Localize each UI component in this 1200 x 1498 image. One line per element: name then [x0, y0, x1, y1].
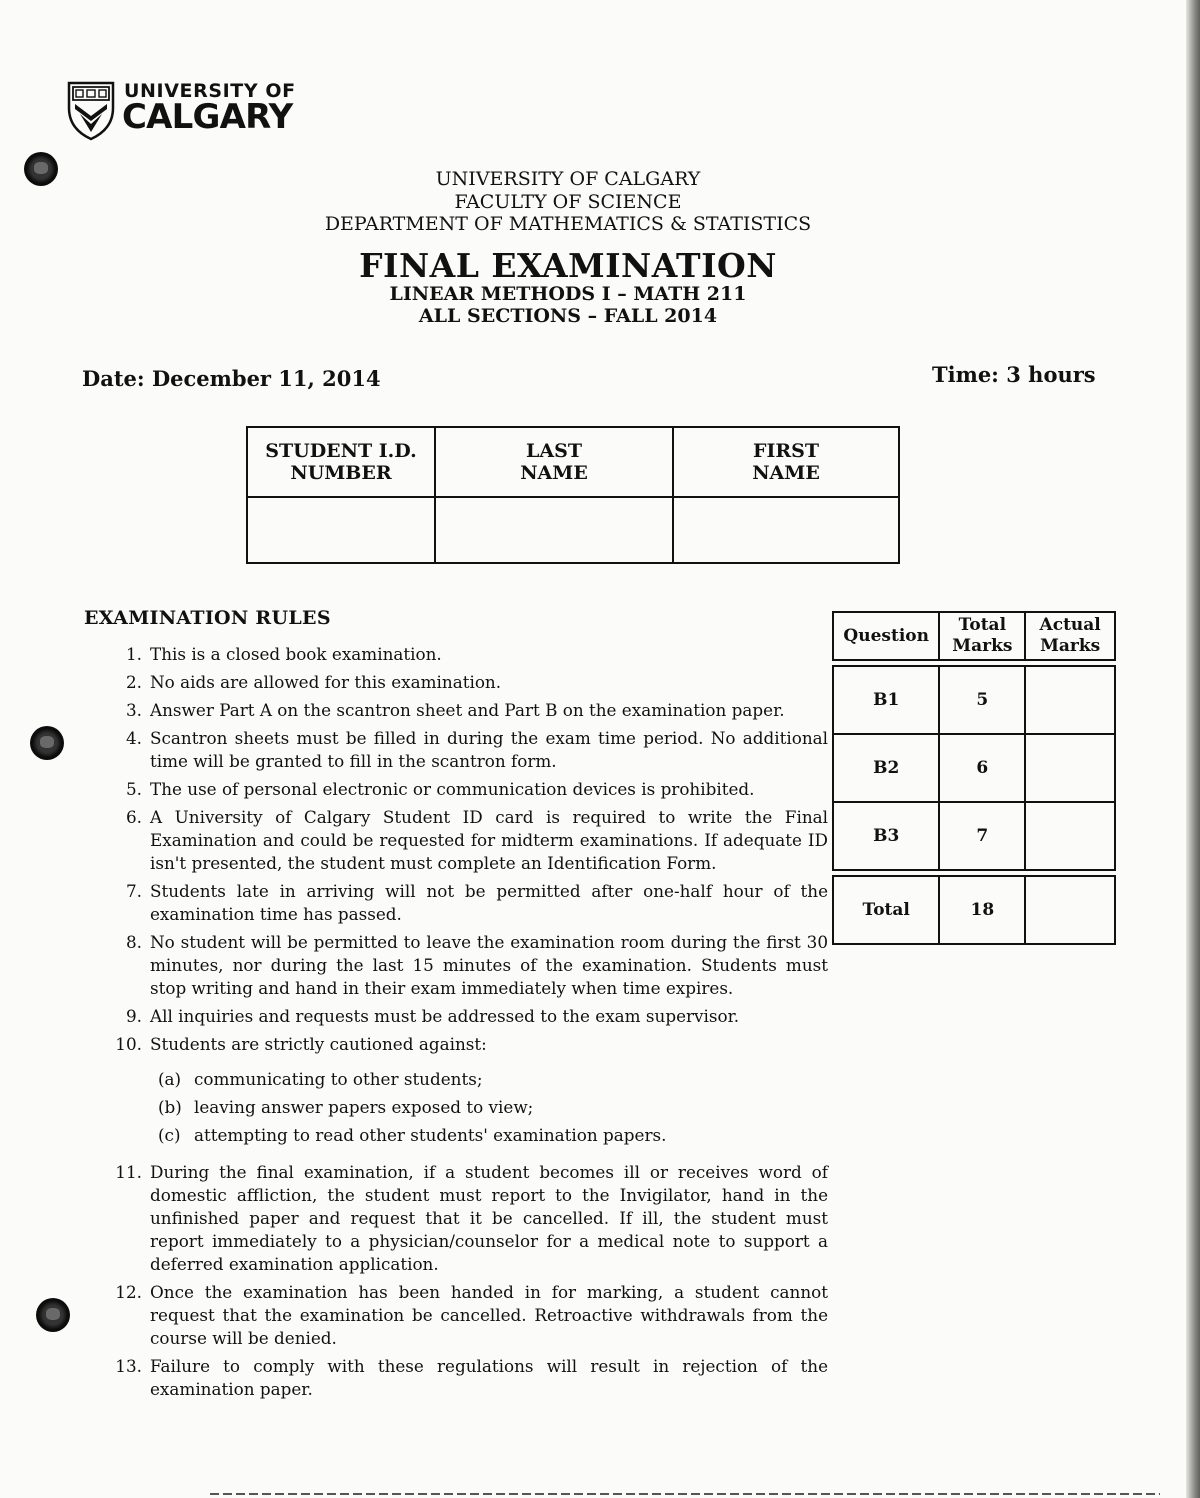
rule-item	[108, 699, 828, 722]
subitem-text: communicating to other students;	[194, 1069, 483, 1089]
rule-text: This is a closed book examination.	[150, 644, 442, 664]
subitem-letter: (c)	[158, 1125, 181, 1145]
rule-item	[108, 727, 828, 773]
rule-subitem	[158, 1096, 828, 1119]
exam-date: Date: December 11, 2014	[82, 366, 381, 391]
header-department: DEPARTMENT OF MATHEMATICS & STATISTICS	[324, 213, 812, 235]
exam-duration: Time: 3 hours	[932, 362, 1096, 387]
rule-text: Students late in arriving will not be permitted after one-half hour of the examination time has passed.	[150, 881, 828, 924]
rule-subitems	[158, 1068, 828, 1147]
rule-number: 9.	[125, 1006, 142, 1026]
header-student-id	[247, 427, 435, 497]
rule-item	[108, 778, 828, 801]
total-marks-cell: 7	[939, 802, 1025, 870]
rule-subitem	[158, 1068, 828, 1091]
actual-marks-field[interactable]	[1025, 734, 1115, 802]
question-cell: B2	[833, 734, 939, 802]
header-faculty: FACULTY OF SCIENCE	[454, 191, 682, 213]
header-total-marks	[939, 612, 1025, 660]
header-question: Question	[833, 612, 939, 660]
first-name-field[interactable]	[673, 497, 899, 563]
rule-text: Answer Part A on the scantron sheet and Part B on the examination paper.	[150, 700, 785, 720]
course-name: LINEAR METHODS I – MATH 211	[389, 283, 747, 305]
rule-item	[108, 1355, 828, 1401]
subitem-letter: (a)	[158, 1069, 182, 1089]
rule-number: 3.	[125, 700, 142, 720]
course-sections: ALL SECTIONS – FALL 2014	[418, 305, 718, 327]
header-university: UNIVERSITY OF CALGARY	[435, 168, 701, 190]
actual-total-field[interactable]	[1025, 876, 1115, 944]
logo-text-top: UNIVERSITY OF	[124, 80, 296, 102]
actual-marks-field[interactable]	[1025, 802, 1115, 870]
rule-text: A University of Calgary Student ID card is required to write the Final Examination and could be requested for midterm examinations. If adequate ID isn't presented, the student must complete an Identification Form.	[150, 807, 828, 873]
table-row	[833, 734, 1115, 802]
rule-item	[108, 806, 828, 875]
scan-bottom-edge	[210, 1493, 1160, 1495]
header-text: FIRST	[752, 440, 820, 462]
total-marks-cell: 6	[939, 734, 1025, 802]
rule-text: No student will be permitted to leave the examination room during the first 30 minutes, nor during the last 15 minutes of the examination. Students must stop writing and hand in their exam immediately when time expires.	[150, 932, 828, 998]
rule-item	[108, 671, 828, 694]
punch-hole	[36, 1298, 70, 1332]
table-row	[833, 666, 1115, 734]
rule-text: During the final examination, if a student becomes ill or receives word of domestic affliction, the student must report to the Invigilator, hand in the unfinished paper and request that it be cancelled. If ill, the student must report immediately to a physician/counselor for a medical note to support a deferred examination application.	[150, 1162, 828, 1274]
header-text: Total	[958, 615, 1007, 635]
rule-item	[108, 1161, 828, 1276]
rule-subitem	[158, 1124, 828, 1147]
subitem-text: leaving answer papers exposed to view;	[194, 1097, 534, 1117]
rule-number: 13.	[115, 1356, 142, 1376]
rule-item	[108, 643, 828, 666]
rule-number: 6.	[125, 807, 142, 827]
rule-text: Scantron sheets must be filled in during the exam time period. No additional time will be granted to fill in the scantron form.	[150, 728, 828, 771]
question-cell: B1	[833, 666, 939, 734]
rules-heading: EXAMINATION RULES	[84, 607, 331, 629]
student-info-table	[246, 426, 900, 564]
header-text: Marks	[1040, 636, 1101, 656]
header-first-name	[673, 427, 899, 497]
rule-item	[108, 1281, 828, 1350]
exam-title: FINAL EXAMINATION	[359, 246, 777, 285]
rule-text: Failure to comply with these regulations will result in rejection of the examination paper.	[150, 1356, 828, 1399]
rules-list	[108, 643, 828, 1406]
total-row	[833, 876, 1115, 944]
rule-item	[108, 880, 828, 926]
rule-item	[108, 931, 828, 1000]
marks-table	[832, 611, 1116, 945]
rule-number: 8.	[125, 932, 142, 952]
student-id-field[interactable]	[247, 497, 435, 563]
rule-text: All inquiries and requests must be addressed to the exam supervisor.	[150, 1006, 740, 1026]
header-last-name	[435, 427, 673, 497]
header-text: Actual	[1039, 615, 1101, 635]
header-text: NAME	[752, 462, 820, 484]
university-logo	[66, 78, 306, 144]
rule-number: 1.	[125, 644, 142, 664]
rule-text: Students are strictly cautioned against:	[150, 1034, 487, 1054]
total-marks-cell: 5	[939, 666, 1025, 734]
logo-text-bottom: CALGARY	[122, 97, 293, 137]
rule-number: 11.	[115, 1162, 142, 1182]
rule-number: 4.	[125, 728, 142, 748]
rule-number: 5.	[125, 779, 142, 799]
last-name-field[interactable]	[435, 497, 673, 563]
punch-hole	[30, 726, 64, 760]
university-crest-icon	[66, 80, 116, 142]
rule-text: The use of personal electronic or communication devices is prohibited.	[150, 779, 755, 799]
rule-text: No aids are allowed for this examination.	[150, 672, 502, 692]
rule-item	[108, 1005, 828, 1028]
rule-item	[108, 1033, 828, 1056]
header-text: Marks	[952, 636, 1013, 656]
rule-number: 10.	[115, 1034, 142, 1054]
header-text: NUMBER	[290, 462, 392, 484]
total-label: Total	[833, 876, 939, 944]
subitem-letter: (b)	[158, 1097, 182, 1117]
actual-marks-field[interactable]	[1025, 666, 1115, 734]
rule-number: 2.	[125, 672, 142, 692]
scan-edge	[1186, 0, 1200, 1498]
header-actual-marks	[1025, 612, 1115, 660]
rule-number: 7.	[125, 881, 142, 901]
rule-text: Once the examination has been handed in for marking, a student cannot request that the examination be cancelled. Retroactive withdrawals from the course will be denied.	[150, 1282, 828, 1348]
total-marks-cell: 18	[939, 876, 1025, 944]
header-text: STUDENT I.D.	[265, 440, 417, 462]
header-text: LAST	[526, 440, 582, 462]
rule-number: 12.	[115, 1282, 142, 1302]
header-text: NAME	[520, 462, 588, 484]
table-row	[833, 802, 1115, 870]
subitem-text: attempting to read other students' examination papers.	[194, 1125, 667, 1145]
question-cell: B3	[833, 802, 939, 870]
